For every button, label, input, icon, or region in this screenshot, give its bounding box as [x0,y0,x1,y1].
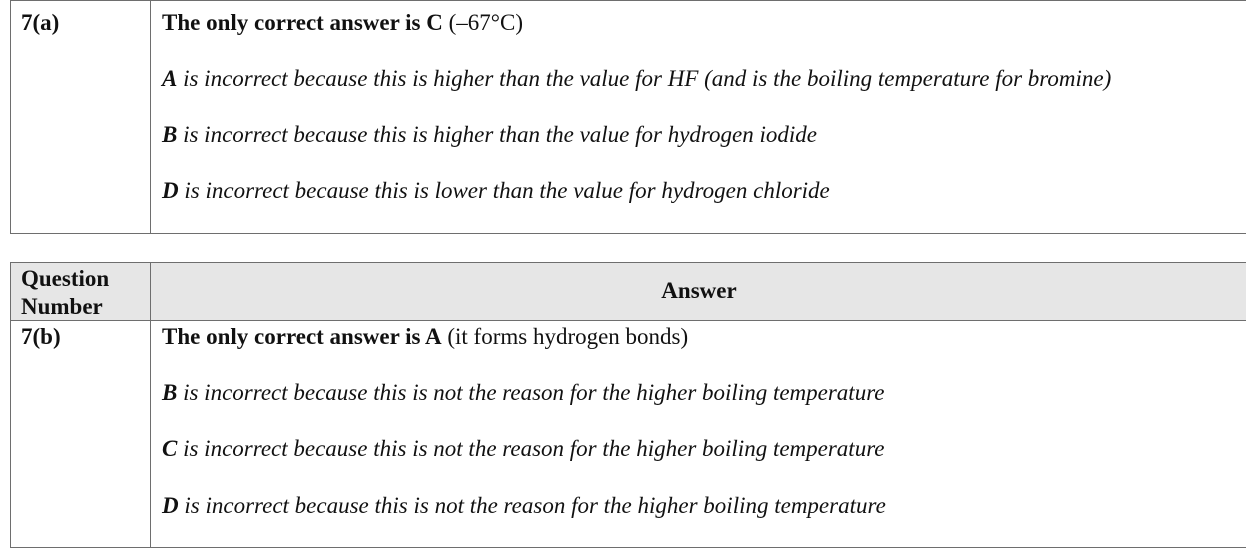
option-explanation: is incorrect because this is not the reason for the higher boiling temperature [178,493,886,518]
correct-answer-detail: (it forms hydrogen bonds) [441,324,689,349]
option-letter: B [162,122,178,147]
column-divider [150,1,151,233]
correct-answer-prefix: The only correct answer is C [162,10,443,35]
question-number-7a: 7(a) [21,10,60,35]
question-number-7b: 7(b) [21,324,61,349]
incorrect-option-d [162,177,830,205]
option-letter: C [162,436,178,461]
option-letter: D [162,493,179,518]
table-header-row [11,263,1246,321]
incorrect-option-c [162,435,885,463]
option-letter: B [162,380,178,405]
answer-table-7b [10,262,1246,548]
incorrect-option-b [162,379,885,407]
option-explanation: is incorrect because this is higher than the value for HF (and is the boiling temperature for bromine) [177,66,1112,91]
correct-answer-detail: (–67°C) [442,10,523,35]
correct-answer-prefix: The only correct answer is A [162,324,442,349]
incorrect-option-d [162,492,886,520]
incorrect-option-b [162,121,817,149]
question-number-header-line1: Question [21,266,110,291]
question-number-header [21,265,109,321]
incorrect-option-a [162,65,1111,93]
question-number-header-line2: Number [21,294,103,319]
correct-answer-7a [162,9,523,37]
option-letter: D [162,178,179,203]
option-explanation: is incorrect because this is higher than the value for hydrogen iodide [177,122,817,147]
option-explanation: is incorrect because this is lower than the value for hydrogen chloride [178,178,830,203]
correct-answer-7b [162,323,688,351]
option-explanation: is incorrect because this is not the reason for the higher boiling temperature [177,380,885,405]
answer-table-7a [10,0,1246,234]
answer-header: Answer [661,278,737,303]
option-explanation: is incorrect because this is not the reason for the higher boiling temperature [177,436,885,461]
column-divider [150,263,151,547]
option-letter: A [162,66,178,91]
